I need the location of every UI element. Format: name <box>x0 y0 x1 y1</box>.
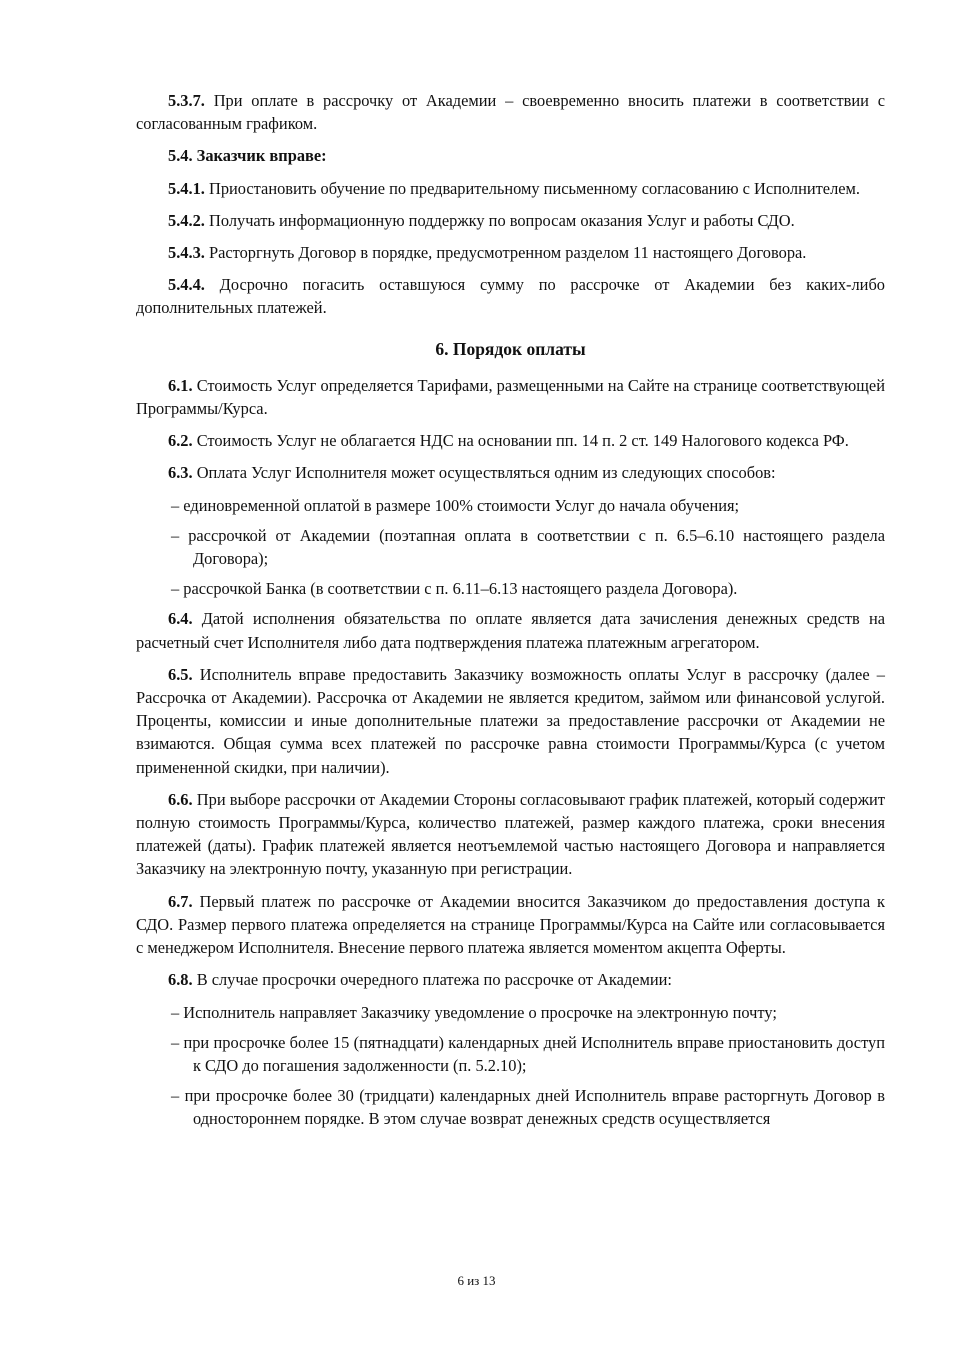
clause-paragraph <box>136 890 885 960</box>
clause-paragraph <box>136 968 885 991</box>
clause-text: Досрочно погасить оставшуюся сумму по рассрочке от Академии без каких-либо дополнительных платежей. <box>136 275 885 318</box>
clause-text: В случае просрочки очередного платежа по рассрочке от Академии: <box>196 970 672 990</box>
clause-number: 6.2. <box>168 431 193 451</box>
clause-paragraph <box>136 209 885 232</box>
clause-text: При выборе рассрочки от Академии Стороны согласовывают график платежей, который содержит полную стоимость Программы/Курса, количество платежей, размер каждого платежа, сроки внесения платежей (даты). График платежей является неотъемлемой частью настоящего Договора и направляется Заказчику на электронную почту, указанную при регистрации. <box>136 789 885 879</box>
clause-paragraph <box>136 429 885 452</box>
clause-paragraph <box>136 663 885 779</box>
clause-number: 6.7. <box>168 891 193 911</box>
clause-text: При оплате в рассрочку от Академии – своевременно вносить платежи в соответствии с согласованным графиком. <box>136 91 885 134</box>
clause-number: 5.4.1. <box>168 178 205 198</box>
clause-number: 6.4. <box>168 609 193 629</box>
clause-number: 6.1. <box>168 375 193 395</box>
clause-text: Расторгнуть Договор в порядке, предусмотренном разделом 11 настоящего Договора. <box>209 243 807 263</box>
clause-paragraph <box>136 177 885 200</box>
clause-text: Приостановить обучение по предварительному письменному согласованию с Исполнителем. <box>209 178 860 198</box>
list-item: – рассрочкой Банка (в соответствии с п. 6.11–6.13 настоящего раздела Договора). <box>171 579 738 599</box>
document-body <box>136 89 885 1138</box>
clause-paragraph <box>136 788 885 881</box>
list-item: – при просрочке более 15 (пятнадцати) календарных дней Исполнитель вправе приостановить доступ к СДО до погашения задолженности (п. 5.2.10); <box>171 1032 885 1075</box>
clause-number: 6.3. <box>168 463 193 483</box>
clause-text: Получать информационную поддержку по вопросам оказания Услуг и работы СДО. <box>209 210 795 230</box>
clause-paragraph <box>136 374 885 420</box>
clause-text: Исполнитель вправе предоставить Заказчику возможность оплаты Услуг в рассрочку (далее – Рассрочка от Академии). Рассрочка от Академии не является кредитом, займом или финансовой услугой. Проценты, комиссии и иные дополнительные платежи за предоставление рассрочки от Академии не взимаются. Общая сумма всех платежей по рассрочке равна стоимости Программы/Курса (с учетом примененной скидки, при наличии). <box>136 664 885 777</box>
section-title: 6. Порядок оплаты <box>435 338 586 359</box>
clause-paragraph <box>136 89 885 135</box>
clause-number: 5.3.7. <box>168 91 205 110</box>
clause-number: 5.4.3. <box>168 243 205 263</box>
clause-text: Первый платеж по рассрочке от Академии вносится Заказчиком до предоставления доступа к СДО. Размер первого платежа определяется на странице Программы/Курса на Сайте или согласовывается с менеджером Исполнителя. Внесение первого платежа является моментом акцепта Оферты. <box>136 891 885 958</box>
clause-text: Стоимость Услуг не облагается НДС на основании пп. 14 п. 2 ст. 149 Налогового кодекса РФ. <box>196 431 849 451</box>
clause-paragraph <box>136 241 885 264</box>
list-item: – Исполнитель направляет Заказчику уведомление о просрочке на электронную почту; <box>171 1002 777 1022</box>
clause-text: Стоимость Услуг определяется Тарифами, размещенными на Сайте на странице соответствующей Программы/Курса. <box>136 375 885 419</box>
page-number: 6 из 13 <box>457 1273 496 1288</box>
list-item: – при просрочке более 30 (тридцати) календарных дней Исполнитель вправе расторгнуть Договор в одностороннем порядке. В этом случае возврат денежных средств осуществляется <box>171 1086 885 1129</box>
clause-text: Датой исполнения обязательства по оплате является дата зачисления денежных средств на расчетный счет Исполнителя либо дата подтверждения платежа платежным агрегатором. <box>136 609 885 652</box>
clause-paragraph <box>136 607 885 653</box>
clause-text: Оплата Услуг Исполнителя может осуществляться одним из следующих способов: <box>196 463 776 483</box>
list-item: – рассрочкой от Академии (поэтапная оплата в соответствии с п. 6.5–6.10 настоящего раздела Договора); <box>171 525 885 569</box>
clause-paragraph <box>136 461 885 484</box>
clause-number: 6.5. <box>168 664 193 684</box>
clause-number: 6.8. <box>168 970 193 990</box>
subsection-heading: 5.4. Заказчик вправе: <box>168 146 327 166</box>
clause-paragraph <box>136 273 885 319</box>
clause-number: 5.4.4. <box>168 275 205 295</box>
clause-number: 6.6. <box>168 789 193 809</box>
list-item: – единовременной оплатой в размере 100% стоимости Услуг до начала обучения; <box>171 495 740 515</box>
clause-number: 5.4.2. <box>168 210 205 230</box>
